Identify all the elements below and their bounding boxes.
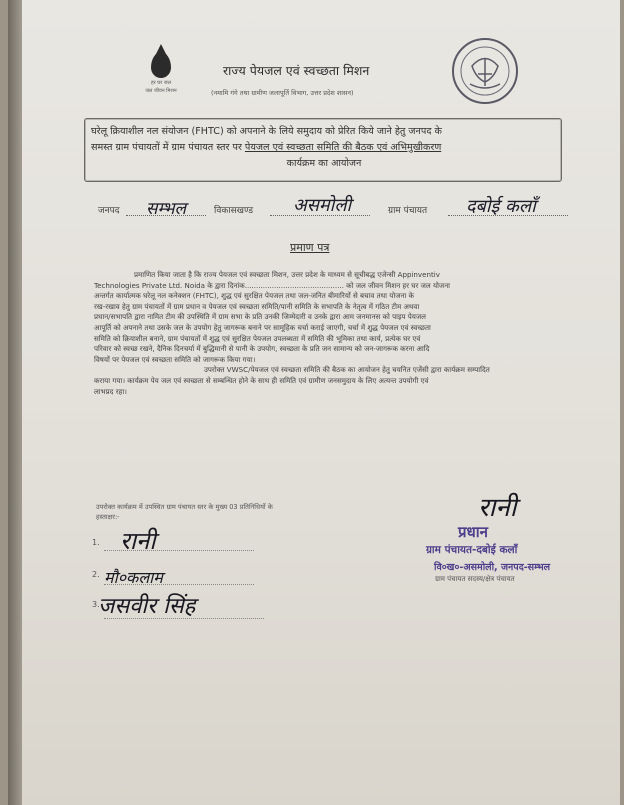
stamp-line-2: वि०ख०-असमोली, जनपद-सम्भल <box>434 562 551 573</box>
up-state-emblem-icon <box>450 36 520 106</box>
signatory-number-2: 2. <box>92 570 100 579</box>
body-line: लाभप्रद रहा। <box>94 386 127 396</box>
signatory-sign-3: जसवीर सिंह <box>98 594 196 619</box>
logo-caption-2: जल जीवन मिशन <box>145 88 177 94</box>
body-line: प्रमाणित किया जाता है कि राज्य पेयजल एवं स्वच्छता मिशन, उत्तर प्रदेश के माध्यम से सूचीबद्ध एजेन्सी Appinventiv <box>134 270 440 279</box>
body-line: Technologies Private Ltd. Noida के द्वारा दिनांक............................................ को जल जीवन मिशन हर घर जल योजना <box>94 280 450 290</box>
har-ghar-jal-logo <box>138 52 184 94</box>
subject-box <box>84 118 562 182</box>
body-line: परिवार को स्वच्छ रखने, दैनिक दिनचर्या में बुद्धिमानी से पानी के उपयोग, स्वच्छता के प्रति जन सामान्य को जन-जागरूक करना आदि <box>94 344 430 354</box>
signatory-number-3: 3. <box>92 600 100 609</box>
body-line: विषयों पर पेयजल एवं स्वच्छता समिति को जागरूक किया गया। <box>94 354 256 364</box>
pradhan-signature: रानी <box>478 493 517 523</box>
district-value: सम्भल <box>146 199 187 219</box>
signatories-intro-line-1: उपरोक्त कार्यक्रम में उपस्थित ग्राम पंचायत स्तर के मुख्य 03 प्रतिनिधियों के <box>96 503 273 511</box>
mission-subtitle: (नमामि गंगे तथा ग्रामीण जलापूर्ति विभाग, उत्तर प्रदेश शासन) <box>211 89 354 97</box>
certificate-title: प्रमाण पत्र <box>290 241 330 254</box>
panchayat-label: ग्राम पंचायत <box>388 206 428 216</box>
stamp-caption: ग्राम पंचायत सदस्य/क्षेत्र पंचायत <box>435 575 515 583</box>
subject-line-2-plain: समस्त ग्राम पंचायतों में ग्राम पंचायत स्तर पर <box>91 142 245 153</box>
district-label: जनपद <box>98 206 120 216</box>
block-label: विकासखण्ड <box>214 206 254 216</box>
subject-line-2 <box>91 140 557 156</box>
mission-title: राज्य पेयजल एवं स्वच्छता मिशन <box>223 63 370 78</box>
subject-line-1: घरेलू क्रियाशील नल संयोजन (FHTC) को अपनाने के लिये समुदाय को प्रेरित किये जाने हेतु जनपद के <box>91 126 442 137</box>
body-line: कराया गया। कार्यक्रम पेय जल एवं स्वच्छता से सम्बन्धित होने के साथ ही समिति एवं ग्रामीण जनसमुदाय के लिए अत्यन्त उपयोगी एवं <box>94 375 429 385</box>
panchayat-value: दबोई कलाँ <box>466 196 536 217</box>
signatories-intro <box>96 502 376 522</box>
signatories-intro-line-2: हस्ताक्षर:- <box>96 513 120 521</box>
certificate-body <box>94 270 564 397</box>
body-line: अन्तर्गत कार्यात्मक घरेलू नल कनेक्शन (FHTC), शुद्ध एवं सुरक्षित पेयजल तथा जल-जनित बीमारियों से बचाव तथा योजना के <box>94 291 414 301</box>
body-line: उपरोक्त VWSC/पेयजल एवं स्वच्छता समिति की बैठक का आयोजन हेतु चयनित एजेंसी द्वारा कार्यक्रम सम्पादित <box>204 365 490 375</box>
stamp-line-1: ग्राम पंचायत-दबोई कलाँ <box>426 544 518 556</box>
logo-caption-1: हर घर जल <box>151 80 171 86</box>
subject-line-3: कार्यक्रम का आयोजन <box>286 158 362 169</box>
stamp-designation: प्रधान <box>458 523 488 541</box>
block-value: असमोली <box>293 195 352 216</box>
body-line: आपूर्ति को अपनाने तथा उसके जल के उपयोग हेतु जागरूक बनाने पर सामूहिक चर्चा कराई जाएगी, चर्चा में शुद्ध पेयजल एवं स्वच्छता <box>94 322 431 332</box>
body-line: रख-रखाव हेतु ग्राम पंचायतों में ग्राम प्रधान व पेयजल एवं स्वच्छता समिति/पानी समिति के सभापति के नेतृत्व में गठित टीम अथवा <box>94 301 420 311</box>
signatory-sign-2: मौ०कलाम <box>104 568 163 587</box>
subject-line-2-underlined: पेयजल एवं स्वच्छता समिति की बैठक एवं अभिमुखीकरण <box>244 142 442 153</box>
signatory-number-1: 1. <box>92 538 100 547</box>
page-shadow <box>8 0 22 805</box>
signatory-sign-1: रानी <box>120 527 156 555</box>
body-line: समिति को क्रियाशील बनाने, ग्राम पंचायतों में शुद्ध एवं सुरक्षित पेयजल उपलब्धता में समिति की भूमिका तथा कार्य, प्रत्येक घर एवं <box>94 333 421 343</box>
water-drop-icon <box>151 52 171 78</box>
document-page <box>8 0 620 805</box>
body-line: प्रधान/सभापति द्वारा नामित टीम की उपस्थिति में ग्राम सभा के प्रति उनकी जिम्मेदारी व उनके द्वारा आम जनमानस को पाइप पेयजल <box>94 312 426 322</box>
